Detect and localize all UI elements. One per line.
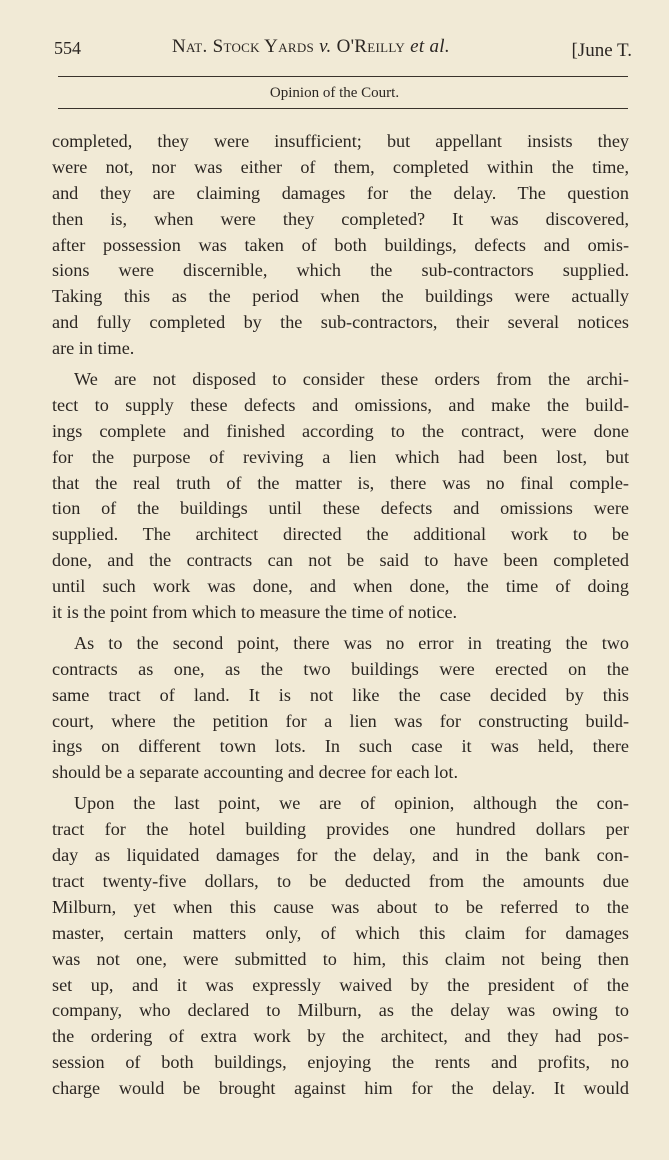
text-line: are in time. [52, 338, 135, 359]
header-rule [58, 76, 628, 77]
page-number: 554 [54, 38, 81, 58]
paragraph [52, 367, 629, 626]
case-title-et-al: et al. [405, 36, 450, 57]
text-line: done, and the contracts can not be said to have been completed [52, 550, 629, 571]
text-line: after possession was taken of both buildings, defects and omis- [52, 234, 629, 255]
text-line: Upon the last point, we are of opinion, although the con- [74, 793, 629, 814]
text-line: master, certain matters only, of which this claim for damages [52, 922, 629, 943]
text-line: set up, and it was expressly waived by the president of the [52, 974, 629, 995]
term-label: [June T. [571, 40, 632, 61]
text-line: As to the second point, there was no error in treating the two [74, 632, 629, 653]
text-line: Milburn, yet when this cause was about to be referred to the [52, 896, 629, 917]
text-line: for the purpose of reviving a lien which had been lost, but [52, 446, 629, 467]
text-line: tract twenty-five dollars, to be deducted from the amounts due [52, 870, 629, 891]
text-line: and they are claiming damages for the delay. The question [52, 182, 629, 203]
running-header [54, 36, 632, 66]
text-line: should be a separate accounting and decree for each lot. [52, 762, 458, 783]
case-title-party-1: Nat. Stock Yards [172, 36, 315, 57]
paragraph [52, 129, 629, 362]
text-line: court, where the petition for a lien was for constructing build- [52, 710, 629, 731]
text-line: was not one, were submitted to him, this claim not being then [52, 948, 629, 969]
case-title [172, 36, 450, 58]
text-line: until such work was done, and when done, the time of doing [52, 576, 629, 597]
text-line: same tract of land. It is not like the case decided by this [52, 684, 629, 705]
text-line: charge would be brought against him for the delay. It would [52, 1078, 629, 1099]
subheader-rule [58, 108, 628, 109]
text-line: tion of the buildings until these defects and omissions were [52, 498, 629, 519]
text-line: company, who declared to Milburn, as the delay was owing to [52, 1000, 629, 1021]
text-line: We are not disposed to consider these orders from the archi- [74, 369, 629, 390]
text-line: tect to supply these defects and omissions, and make the build- [52, 394, 629, 415]
text-line: ings on different town lots. In such case it was held, there [52, 736, 629, 757]
text-line: contracts as one, as the two buildings were erected on the [52, 658, 629, 679]
text-line: supplied. The architect directed the additional work to be [52, 524, 629, 545]
text-line: the ordering of extra work by the architect, and they had pos- [52, 1026, 629, 1047]
text-line: it is the point from which to measure the time of notice. [52, 602, 458, 623]
text-line: ings complete and finished according to the contract, were done [52, 420, 629, 441]
text-line: that the real truth of the matter is, there was no final comple- [52, 472, 629, 493]
text-line: sions were discernible, which the sub-contractors supplied. [52, 260, 629, 281]
section-subheader: Opinion of the Court. [269, 85, 400, 101]
paragraph [52, 631, 629, 786]
case-title-versus: v. [314, 36, 337, 57]
text-line: session of both buildings, enjoying the rents and profits, no [52, 1052, 629, 1073]
text-line: then is, when were they completed? It was discovered, [52, 208, 629, 229]
paragraph [52, 791, 629, 1102]
text-line: tract for the hotel building provides one hundred dollars per [52, 819, 629, 840]
text-line: and fully completed by the sub-contractors, their several notices [52, 312, 629, 333]
text-line: Taking this as the period when the buildings were actually [52, 286, 629, 307]
text-line: completed, they were insufficient; but appellant insists they [52, 131, 629, 151]
case-title-party-2: O'Reilly [336, 36, 406, 57]
text-line: were not, nor was either of them, completed within the time, [52, 156, 629, 177]
text-line: day as liquidated damages for the delay, and in the bank con- [52, 845, 629, 866]
opinion-body [52, 129, 629, 1107]
